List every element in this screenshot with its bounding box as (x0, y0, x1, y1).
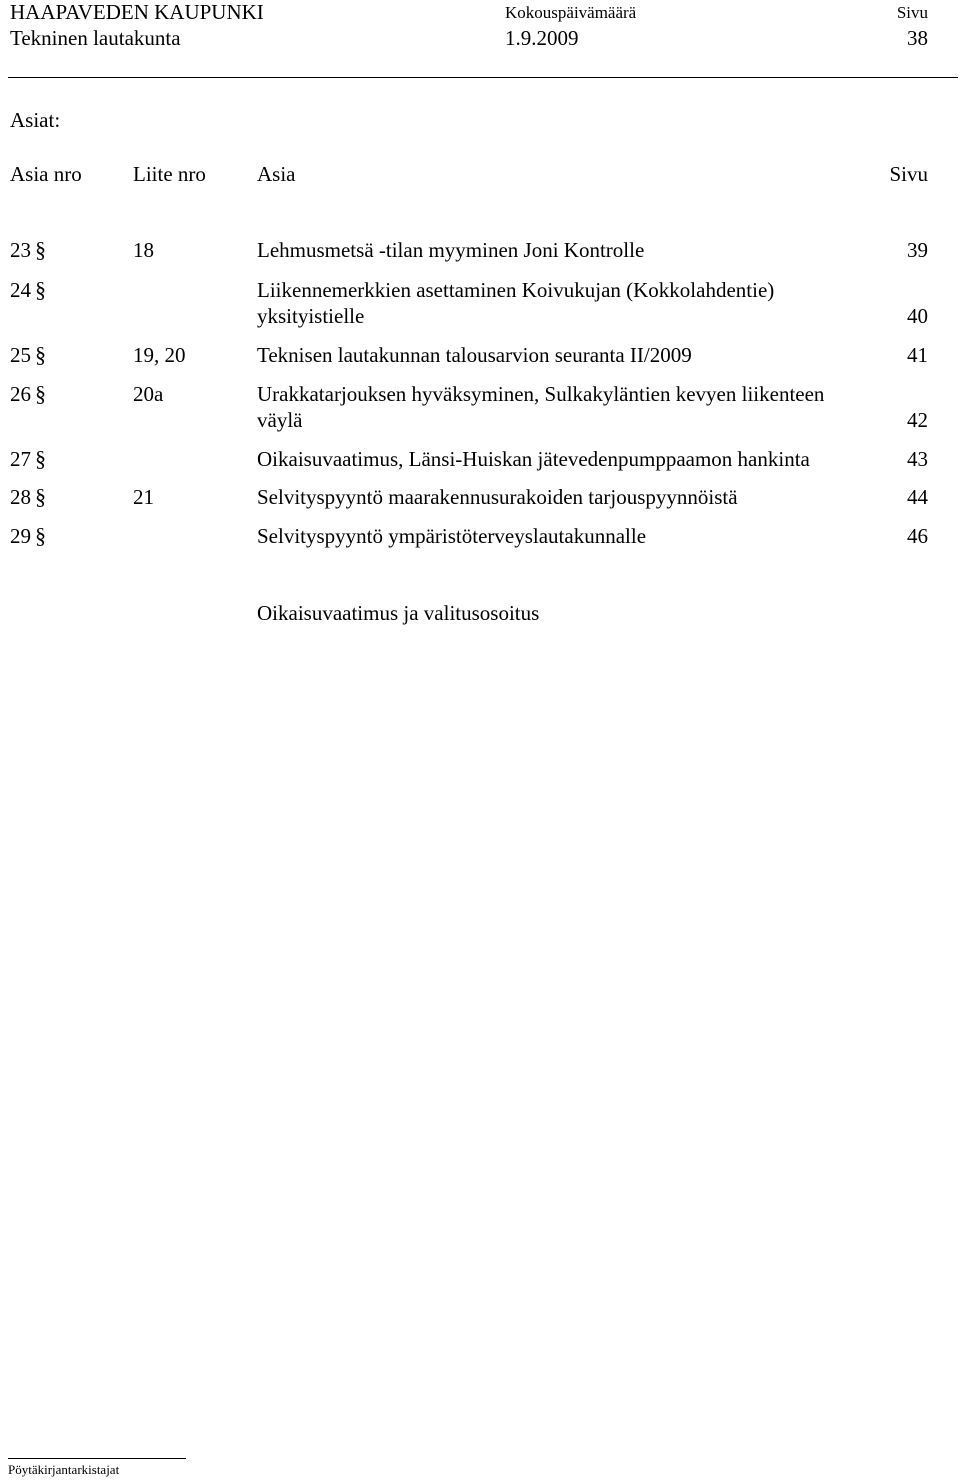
header-divider (8, 77, 958, 78)
item-number: 29 § (10, 523, 46, 548)
column-header-attachment-no: Liite nro (133, 162, 206, 186)
item-subject: Selvityspyyntö ympäristöterveyslautakunnalle (257, 524, 647, 548)
footer-signature-line (8, 1458, 186, 1459)
paragraph-symbol: § (35, 381, 46, 406)
footer-label: Pöytäkirjantarkistajat (8, 1462, 120, 1477)
date-label: Kokouspäivämäärä (505, 3, 637, 22)
page-number: 38 (907, 26, 928, 50)
item-page: 44 (907, 485, 928, 509)
item-subject: Teknisen lautakunnan talousarvion seuranta II/2009 (257, 343, 692, 367)
paragraph-symbol: § (35, 342, 46, 367)
item-number: 24 § (10, 277, 46, 302)
item-number: 27 § (10, 446, 46, 471)
organization-name: HAAPAVEDEN KAUPUNKI (10, 0, 264, 24)
attachment-number: 18 (133, 238, 154, 262)
paragraph-symbol: § (35, 237, 46, 262)
item-subject: Selvityspyyntö maarakennusurakoiden tarjouspyynnöistä (257, 485, 738, 509)
item-page: 41 (907, 343, 928, 367)
attachment-number: 20a (133, 382, 164, 406)
committee-name: Tekninen lautakunta (10, 26, 181, 50)
item-number: 25 § (10, 342, 46, 367)
column-header-subject: Asia (257, 162, 296, 186)
page-label: Sivu (896, 3, 928, 22)
item-page: 39 (907, 238, 928, 262)
item-subject-continued: yksityistielle (257, 304, 365, 328)
item-number: 23 § (10, 237, 46, 262)
item-subject: Oikaisuvaatimus, Länsi-Huiskan jätevedenpumppaamon hankinta (257, 447, 810, 471)
paragraph-symbol: § (35, 523, 46, 548)
appeal-notice: Oikaisuvaatimus ja valitusosoitus (257, 601, 540, 625)
item-page: 43 (907, 447, 928, 471)
item-subject: Lehmusmetsä -tilan myyminen Joni Kontrolle (257, 238, 645, 262)
attachment-number: 21 (133, 485, 154, 509)
item-page: 42 (907, 408, 928, 432)
item-page: 46 (907, 524, 928, 548)
meeting-date: 1.9.2009 (505, 26, 579, 50)
attachment-number: 19, 20 (133, 343, 186, 367)
column-header-page: Sivu (889, 162, 928, 186)
item-subject-continued: väylä (257, 408, 303, 432)
paragraph-symbol: § (35, 277, 46, 302)
paragraph-symbol: § (35, 446, 46, 471)
item-page: 40 (907, 304, 928, 328)
paragraph-symbol: § (35, 484, 46, 509)
column-header-item-no: Asia nro (10, 162, 82, 186)
item-number: 28 § (10, 484, 46, 509)
item-subject: Urakkatarjouksen hyväksyminen, Sulkakyläntien kevyen liikenteen (257, 382, 825, 406)
item-subject: Liikennemerkkien asettaminen Koivukujan (Kokkolahdentie) (257, 278, 775, 302)
item-number: 26 § (10, 381, 46, 406)
section-title: Asiat: (10, 108, 61, 132)
